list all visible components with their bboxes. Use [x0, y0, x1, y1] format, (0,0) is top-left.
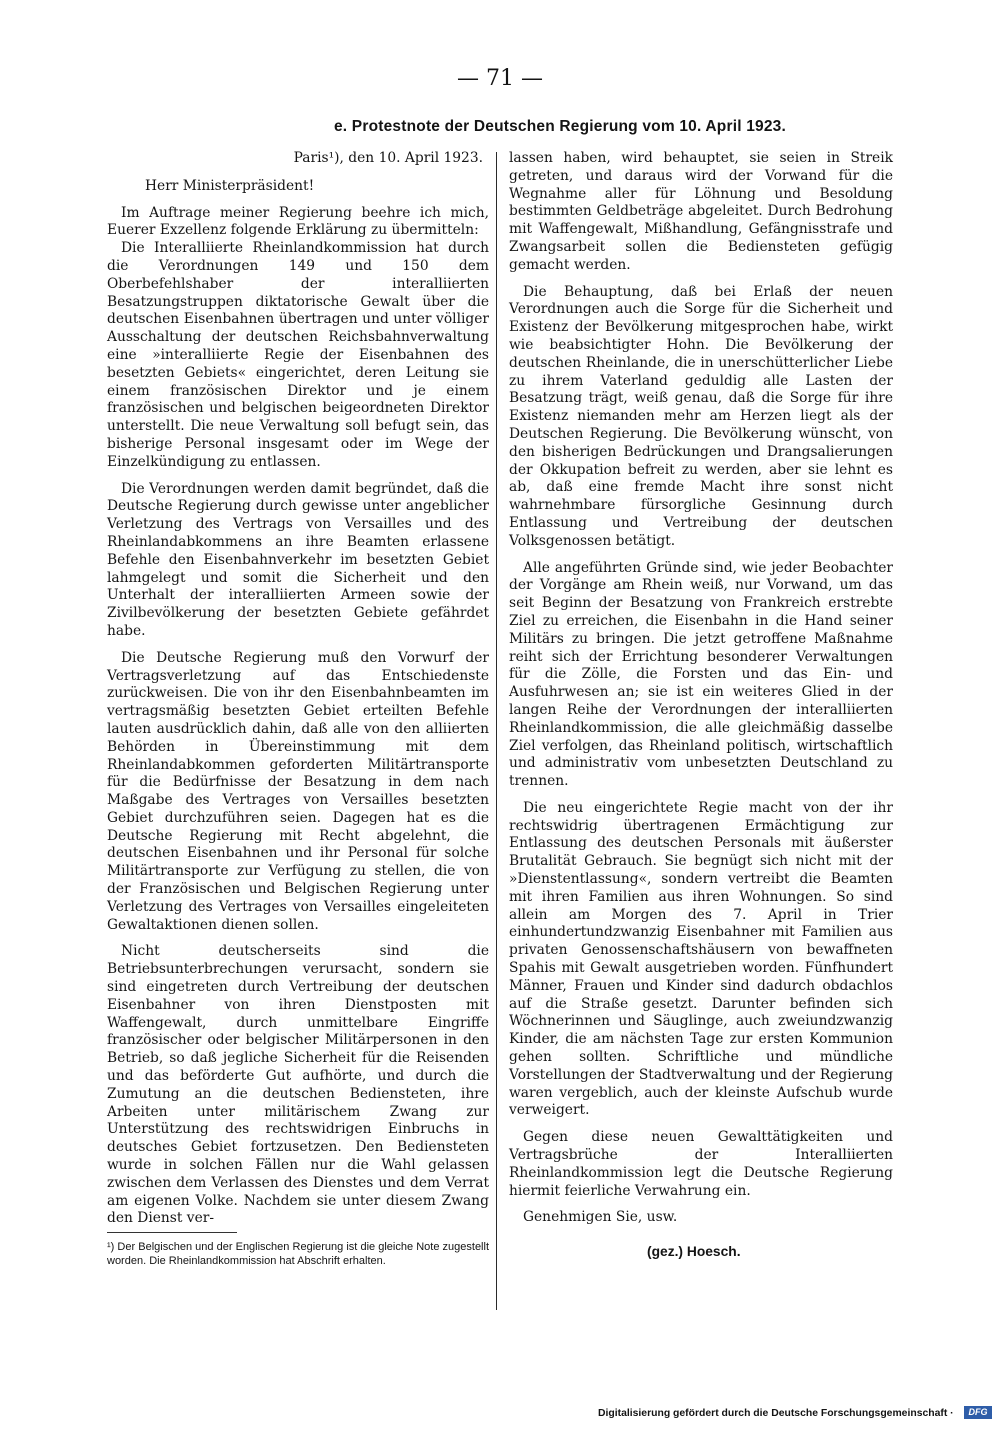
salutation: Herr Ministerpräsident! [145, 177, 315, 194]
column-divider [496, 152, 497, 1310]
paragraph: Die neu eingerichtete Regie macht von der ihr rechtswidrig übertragenen Ermächtigung zur Entlassung des deutschen Personals mit äußerster Brutalität Gebrauch. Sie begnügt sich nicht mit der »Dienstentlassung«, sondern vertreibt die Beamten mit ihren Familien aus ihren Wohnungen. So sind allein am Morgen des 7. April in Trier einhundertundzwanzig Eisenbahner mit Familien aus privaten Genossenschaftshäusern von bewaffneten Spahis mit Gewalt ausgetrieben worden. Fünfhundert Männer, Frauen und Kinder sind dadurch obdachlos auf die Straße gesetzt. Darunter befinden sich Wöchnerinnen und Säuglinge, auch zweiundzwanzig Kinder, die am nächsten Tage zur ersten Kommunion gehen sollten. Schriftliche und mündliche Vorstellungen der Stadtverwaltung und der Regierung waren vergeblich, auch der kleinste Aufschub wurde verweigert. [509, 799, 893, 1119]
paragraph: Die Verordnungen werden damit begründet, daß die Deutsche Regierung durch gewisse unter angeblicher Verletzung des Vertrags von Versailles und des Rheinlandabkommens an ihre Beamten erlassene Befehle den Eisenbahnverkehr im besetzten Gebiet lahmgelegt und somit die Sicherheit und den Unterhalt der interalliierten Armeen sowie der Zivilbevölkerung der besetzten Gebiete gefährdet habe. [107, 480, 489, 639]
right-column [509, 150, 893, 1261]
dfg-logo: DFG [964, 1406, 992, 1419]
left-column [107, 150, 489, 1228]
footnote-rule [107, 1232, 237, 1233]
document-title: e. Protestnote der Deutschen Regierung vom 10. April 1923. [333, 118, 787, 135]
paragraph: Die Behauptung, daß bei Erlaß der neuen Verordnungen auch die Sorge für die Sicherheit und Existenz der Bevölkerung mitgesprochen habe, wirkt wie beabsichtigter Hohn. Die Bevölkerung der deutschen Rheinlande, die in unerschütterlicher Liebe zu ihrem Vaterland geduldig alle Lasten der Besatzung trägt, weiß genau, daß die Sorge für ihre Existenz niemanden mehr am Herzen liegt als der Deutschen Regierung. Die Bevölkerung wünscht, von den bisherigen Bedrückungen und Drangsalierungen der Okkupation befreit zu werden, aber sie lehnt es ab, daß eine fremde Macht ihre sonst nicht wahrnehmbare fürsorgliche Gesinnung durch Entlassung und Vertreibung der deutschen Volksgenossen betätigt. [509, 283, 893, 549]
page-number: — 71 — [457, 66, 543, 91]
paragraph: lassen haben, wird behauptet, sie seien in Streik getreten, und daraus wird der Vorwand für die Wegnahme aller für Löhnung und Besoldung bestimmten Geldbeträge abgeleitet. Durch Bedrohung mit Waffengewalt, Mißhandlung, Gefängnisstrafe und Zwangsarbeit sollen die Bediensteten gefügig gemacht werden. [509, 150, 893, 273]
paragraph: Im Auftrage meiner Regierung beehre ich mich, Euerer Exzellenz folgende Erklärung zu übermitteln: [107, 204, 489, 239]
signature: (gez.) Hoesch. [647, 1244, 741, 1260]
paragraph: Gegen diese neuen Gewalttätigkeiten und Vertragsbrüche der Interalliierten Rheinlandkommission legt die Deutsche Regierung hiermit feierliche Verwahrung ein. [509, 1129, 893, 1199]
digitization-credit: Digitalisierung gefördert durch die Deutsche Forschungsgemeinschaft · [598, 1408, 954, 1419]
paragraph: Die Deutsche Regierung muß den Vorwurf der Vertragsverletzung auf das Entschiedenste zurückweisen. Die von ihr den Eisenbahnbeamten im vertragsmäßig besetzten Gebiet erteilten Befehle lauten ausdrücklich dahin, daß alle von den alliierten Behörden in Übereinstimmung mit dem Rheinlandabkommen geforderten Militärtransporte für die Bedürfnisse der Besatzung in dem nach Maßgabe des Vertrages von Versailles besetzten Gebiet durchzuführen seien. Dagegen hat es die Deutsche Regierung mit Recht abgelehnt, die deutschen Eisenbahnen und ihr Personal für solche Militärtransporte zur Verfügung zu stellen, die von der Französischen und Belgischen Regierung unter Verletzung des Vertrages von Versailles eingeleiteten Gewaltaktionen dienen sollen. [107, 649, 489, 933]
place-date: Paris¹), den 10. April 1923. [293, 150, 483, 166]
paragraph: Die Interalliierte Rheinlandkommission hat durch die Verordnungen 149 und 150 dem Oberbefehlshaber der interalliierten Besatzungstruppen diktatorische Gewalt über die deutschen Eisenbahnen übertragen und unter völliger Ausschaltung der deutschen Reichsbahnverwaltung eine »interalliierte Regie der Eisenbahnen des besetzten Gebiets« eingerichtet, deren Leitung sie einem französischen Direktor und je einem französischen und belgischen beigeordneten Direktor unterstellt. Die neue Verwaltung soll befugt sein, das bisherige Personal insgesamt oder im Wege der Einzelkündigung zu entlassen. [107, 240, 489, 470]
paragraph: Alle angeführten Gründe sind, wie jeder Beobachter der Vorgänge am Rhein weiß, nur Vorwand, um das seit Beginn der Besatzung von Frankreich erstrebte Ziel zu erreichen, die Eisenbahn in die Hand seiner Militärs zu bringen. Die jetzt getroffene Maßnahme reiht sich der Errichtung besonderer Verwaltungen für die Zölle, die Forsten und das Ein- und Ausfuhrwesen an; sie ist ein weiteres Glied in der langen Reihe der Verordnungen der interalliierten Rheinlandkommission, die alle gleichmäßig dasselbe Ziel verfolgen, das Rheinland politisch, wirtschaftlich und administrativ vom unbesetzten Deutschland zu trennen. [509, 559, 893, 790]
paragraph: Nicht deutscherseits sind die Betriebsunterbrechungen verursacht, sondern sie sind eingetreten durch Vertreibung der deutschen Eisenbahner von ihren Dienstposten mit Waffengewalt, durch unmittelbare Eingriffe französischer oder belgischer Militärpersonen in den Betrieb, so daß jegliche Sicherheit für die Reisenden und das beförderte Gut aufhörte, und durch die Zumutung an die deutschen Bediensteten, ihre Arbeiten unter militärischem Zwang zur Unterstützung des rechtswidrigen Einbruchs in deutsches Gebiet fortzusetzen. Den Bediensteten wurde in solchen Fällen nur die Wahl gelassen zwischen dem Verlassen des Dienstes und dem Verrat am eigenen Volke. Nachdem sie unter diesem Zwang den Dienst ver- [107, 943, 489, 1227]
footnote: ¹) Der Belgischen und der Englischen Regierung ist die gleiche Note zugestellt worden. Die Rheinlandkommission hat Abschrift erhalten. [107, 1241, 489, 1267]
closing: Genehmigen Sie, usw. [523, 1209, 678, 1226]
